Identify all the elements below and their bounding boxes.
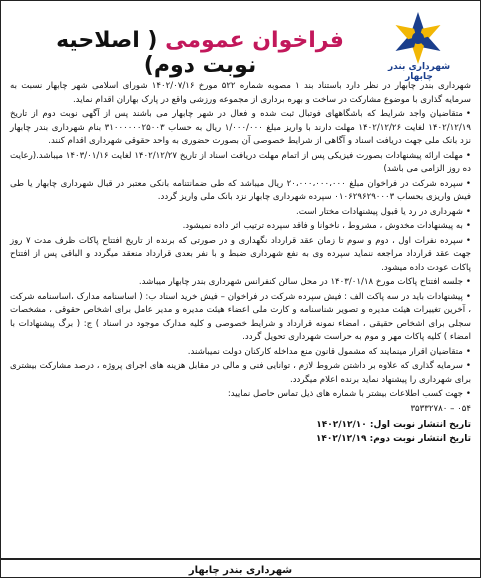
date1-value: ۱۴۰۲/۱۲/۱۰ (316, 420, 367, 430)
list-item: • متقاضیان واجد شرایط که باشگاههای فوتبال ثبت شده و فعال در شهر چابهار می باشند پس از آگهی نوبت دوم از تاریخ ۱۴۰۲/۱۲/۱۹ لغایت ۱۴۰۲/۱۲/۲۶ مهلت دارند با واریز مبلغ ۱/۰۰۰/۰۰۰ ریال به حساب ۳۱۰۰۰۰۰۰۲۵۰۰۳ بنام شهرداری بندر چابهار نزد بانک ملی جهت دریافت اسناد و آگاهی از شرایط خصوصی آن بصورت حضوری به واحد حقوقی شهرداری اقدام کنند. (10, 108, 471, 149)
first-publication-date (10, 418, 471, 432)
date2-value: ۱۴۰۲/۱۲/۱۹ (315, 434, 367, 444)
phone-number: ۰۵۴ – ۳۵۳۳۲۷۸۰ (410, 403, 471, 414)
list-item: • سپرده نفرات اول ، دوم و سوم تا زمان عقد قرارداد نگهداری و در صورتی که برنده از تاریخ افتتاح پاکات ظرف مدت ۷ روز جهت عقد قرارداد مراجعه ننماید سپرده وی به نفع شهرداری ضبط و با نفر بعدی قرارداد منعقد میگردد و الباقی پس از افتتاح پاکات عودت داده میشود. (10, 235, 471, 276)
list-item: • به پیشنهادات مخدوش ، مشروط ، ناخوانا و فاقد سپرده ترتیب اثر داده نمیشود. (10, 220, 471, 234)
logo-caption: شهرداری بندر چابهار (387, 62, 451, 82)
list-item: • مهلت ارائه پیشنهادات بصورت فیزیکی پس از اتمام مهلت دریافت اسناد از تاریخ ۱۴۰۲/۱۲/۲۷ لغایت ۱۴۰۳/۰۱/۱۶ میباشد.(رعایت ده روز الزامی می باشد) (10, 150, 471, 177)
footer-label: شهرداری بندر چابهار (188, 564, 293, 576)
date2-label: تاریخ انتشار نوبت دوم: (369, 434, 471, 444)
list-item: • جهت کسب اطلاعات بیشتر با شماره های ذیل تماس حاصل نمایید: (10, 388, 471, 402)
list-item: • سرمایه گذاری که علاوه بر داشتن شروط لازم ، توانایی فنی و مالی در مقابل هزینه های اجرای پروژه ، درصد مشارکت بیشتری برای شهرداری را پیشنهاد نماید برنده اعلام میگردد. (10, 360, 471, 387)
notice-title (30, 28, 370, 78)
title-suffix: ( اصلاحیه نوبت دوم) (56, 28, 257, 78)
list-item: • شهرداری در رد یا قبول پیشنهادات مختار است. (10, 206, 471, 220)
title-prefix: فراخوان عمومی (165, 28, 344, 53)
publication-dates (10, 418, 471, 446)
notice-footer (0, 558, 481, 580)
list-item: • متقاضیان اقرار مینمایند که مشمول قانون منع مداخله کارکنان دولت نمیباشند. (10, 346, 471, 360)
list-item: • جلسه افتتاح پاکات مورخ ۱۴۰۳/۰۱/۱۸ در محل سالن کنفرانس شهرداری بندر چابهار میباشد. (10, 276, 471, 290)
date1-label: تاریخ انتشار نوبت اول: (369, 420, 471, 430)
list-item: • سپرده شرکت در فراخوان مبلغ ۲۰،۰۰۰،۰۰۰،۰۰۰ ریال میباشد که طی ضمانتنامه بانکی معتبر در قبال شهرداری چابهار یا طی فیش واریزی بحساب ۰۱۰۶۲۹۶۲۹۰۰۰۳ سپرده شهرداری چابهار نزد بانک ملی واریز گردد. (10, 178, 471, 205)
list-item: • پیشنهادات باید در سه پاکت الف : فیش سپرده شرکت در فراخوان – فیش خرید اسناد ب: ( اساسنامه مدارک ،اساسنامه شرکت ، آخرین تغییرات هیئت مدیره و تصویر شناسنامه و کارت ملی اعضاء هیئت مدیره و مدیر عامل برای اشخاص حقوقی ، مشخصات سجلی برای اشخاص حقیقی ، امضاء نمونه قرارداد و شرایط خصوصی و کلیه مدارک موجود در اسناد ) ج: ( برگ پیشنهادات با امضاء ) کلیه پاکات مهر و موم به حراست شهرداری تحویل گردد. (10, 291, 471, 345)
second-publication-date (10, 432, 471, 446)
notice-body (10, 80, 471, 446)
notice-header (0, 0, 481, 82)
intro-paragraph: شهرداری بندر چابهار در نظر دارد باستناد بند ۱ مصوبه شماره ۵۲۲ مورخ ۱۴۰۲/۰۷/۱۶ شورای اسلامی شهر چابهار نسبت به سرمایه گذاری با موضوع مشارکت در ساخت و بهره برداری از مجموعه ورزشی واقع در پارک بهاران اقدام نماید. (10, 81, 471, 105)
